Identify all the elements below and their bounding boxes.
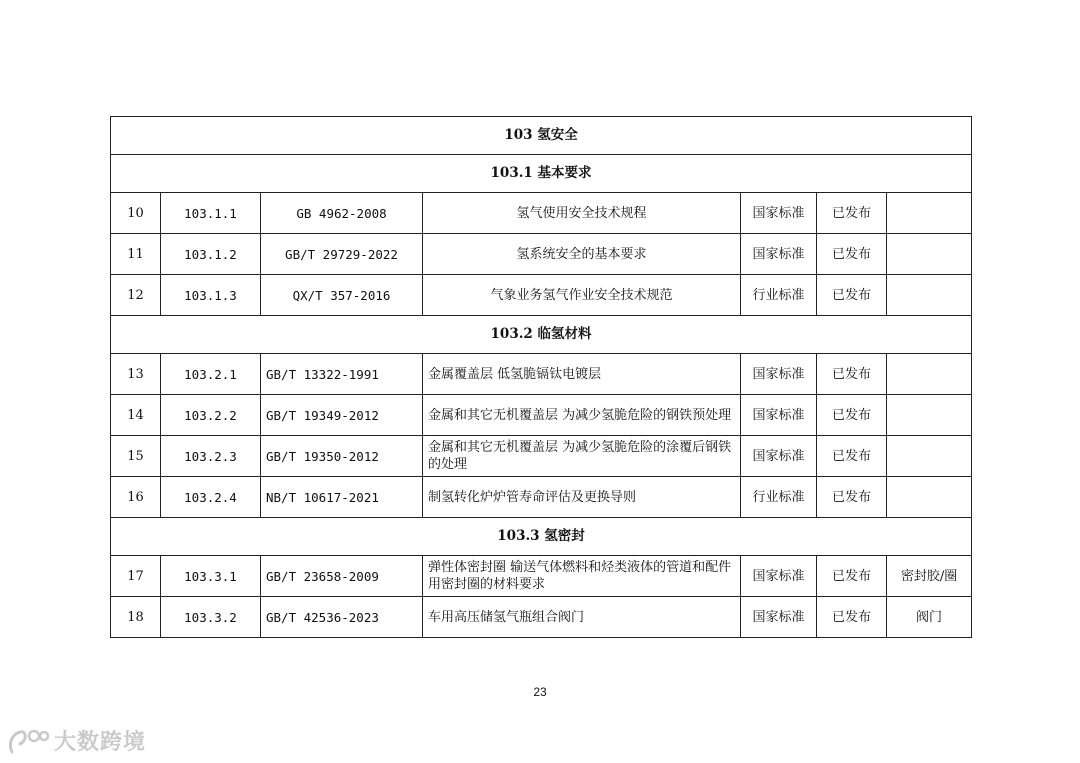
table-row — [111, 193, 972, 234]
watermark — [6, 725, 146, 756]
status-cell: 已发布 — [817, 436, 887, 477]
standard-type-cell: 国家标准 — [741, 556, 817, 597]
standard-name-cell: 制氢转化炉炉管寿命评估及更换导则 — [423, 477, 741, 518]
status-cell: 已发布 — [817, 234, 887, 275]
status-cell: 已发布 — [817, 275, 887, 316]
table-row — [111, 477, 972, 518]
row-number-cell: 17 — [111, 556, 161, 597]
row-number-cell: 15 — [111, 436, 161, 477]
note-cell: 密封胶/圈 — [887, 556, 972, 597]
section-heading: 103.1 基本要求 — [111, 155, 972, 193]
section-code-cell: 103.2.2 — [161, 395, 261, 436]
note-cell — [887, 395, 972, 436]
section-code-cell: 103.3.2 — [161, 597, 261, 638]
note-cell: 阀门 — [887, 597, 972, 638]
standard-type-cell: 行业标准 — [741, 275, 817, 316]
row-number-cell: 14 — [111, 395, 161, 436]
table-title: 103 氢安全 — [111, 117, 972, 155]
status-cell: 已发布 — [817, 395, 887, 436]
row-number-cell: 13 — [111, 354, 161, 395]
section-code-cell: 103.1.1 — [161, 193, 261, 234]
standard-type-cell: 国家标准 — [741, 193, 817, 234]
section-code-cell: 103.2.1 — [161, 354, 261, 395]
table-row — [111, 395, 972, 436]
table-row — [111, 597, 972, 638]
row-number-cell: 16 — [111, 477, 161, 518]
standard-number-cell: GB/T 23658-2009 — [261, 556, 423, 597]
standard-type-cell: 国家标准 — [741, 234, 817, 275]
standard-name-cell: 金属覆盖层 低氢脆镉钛电镀层 — [423, 354, 741, 395]
standard-number-cell: GB/T 29729-2022 — [261, 234, 423, 275]
standard-number-cell: GB/T 19350-2012 — [261, 436, 423, 477]
row-number-cell: 12 — [111, 275, 161, 316]
standard-type-cell: 行业标准 — [741, 477, 817, 518]
note-cell — [887, 275, 972, 316]
standard-number-cell: GB 4962-2008 — [261, 193, 423, 234]
standard-name-cell: 金属和其它无机覆盖层 为减少氢脆危险的涂覆后钢铁的处理 — [423, 436, 741, 477]
section-heading-row — [111, 518, 972, 556]
section-heading-row — [111, 316, 972, 354]
standard-name-cell: 弹性体密封圈 输送气体燃料和烃类液体的管道和配件用密封圈的材料要求 — [423, 556, 741, 597]
standards-table — [110, 116, 972, 638]
status-cell: 已发布 — [817, 597, 887, 638]
section-heading: 103.2 临氢材料 — [111, 316, 972, 354]
standard-name-cell: 氢系统安全的基本要求 — [423, 234, 741, 275]
row-number-cell: 10 — [111, 193, 161, 234]
section-code-cell: 103.2.3 — [161, 436, 261, 477]
section-heading: 103.3 氢密封 — [111, 518, 972, 556]
table-row — [111, 354, 972, 395]
standard-name-cell: 氢气使用安全技术规程 — [423, 193, 741, 234]
table-row — [111, 275, 972, 316]
standard-type-cell: 国家标准 — [741, 395, 817, 436]
status-cell: 已发布 — [817, 354, 887, 395]
standard-name-cell: 金属和其它无机覆盖层 为减少氢脆危险的钢铁预处理 — [423, 395, 741, 436]
standard-number-cell: GB/T 42536-2023 — [261, 597, 423, 638]
note-cell — [887, 234, 972, 275]
section-code-cell: 103.1.3 — [161, 275, 261, 316]
standard-name-cell: 气象业务氢气作业安全技术规范 — [423, 275, 741, 316]
status-cell: 已发布 — [817, 477, 887, 518]
note-cell — [887, 354, 972, 395]
status-cell: 已发布 — [817, 556, 887, 597]
logo-mark-icon — [6, 726, 50, 756]
row-number-cell: 11 — [111, 234, 161, 275]
section-code-cell: 103.3.1 — [161, 556, 261, 597]
standard-type-cell: 国家标准 — [741, 597, 817, 638]
standard-type-cell: 国家标准 — [741, 436, 817, 477]
standard-number-cell: QX/T 357-2016 — [261, 275, 423, 316]
table-row — [111, 234, 972, 275]
standard-name-cell: 车用高压储氢气瓶组合阀门 — [423, 597, 741, 638]
note-cell — [887, 436, 972, 477]
row-number-cell: 18 — [111, 597, 161, 638]
status-cell: 已发布 — [817, 193, 887, 234]
watermark-text: 大数跨境 — [54, 730, 147, 755]
note-cell — [887, 193, 972, 234]
section-code-cell: 103.2.4 — [161, 477, 261, 518]
section-heading-row — [111, 155, 972, 193]
table-title-row — [111, 117, 972, 155]
standard-number-cell: NB/T 10617-2021 — [261, 477, 423, 518]
standard-type-cell: 国家标准 — [741, 354, 817, 395]
section-code-cell: 103.1.2 — [161, 234, 261, 275]
standard-number-cell: GB/T 19349-2012 — [261, 395, 423, 436]
standard-number-cell: GB/T 13322-1991 — [261, 354, 423, 395]
table-row — [111, 556, 972, 597]
table-row — [111, 436, 972, 477]
note-cell — [887, 477, 972, 518]
page-number: 23 — [533, 685, 547, 699]
